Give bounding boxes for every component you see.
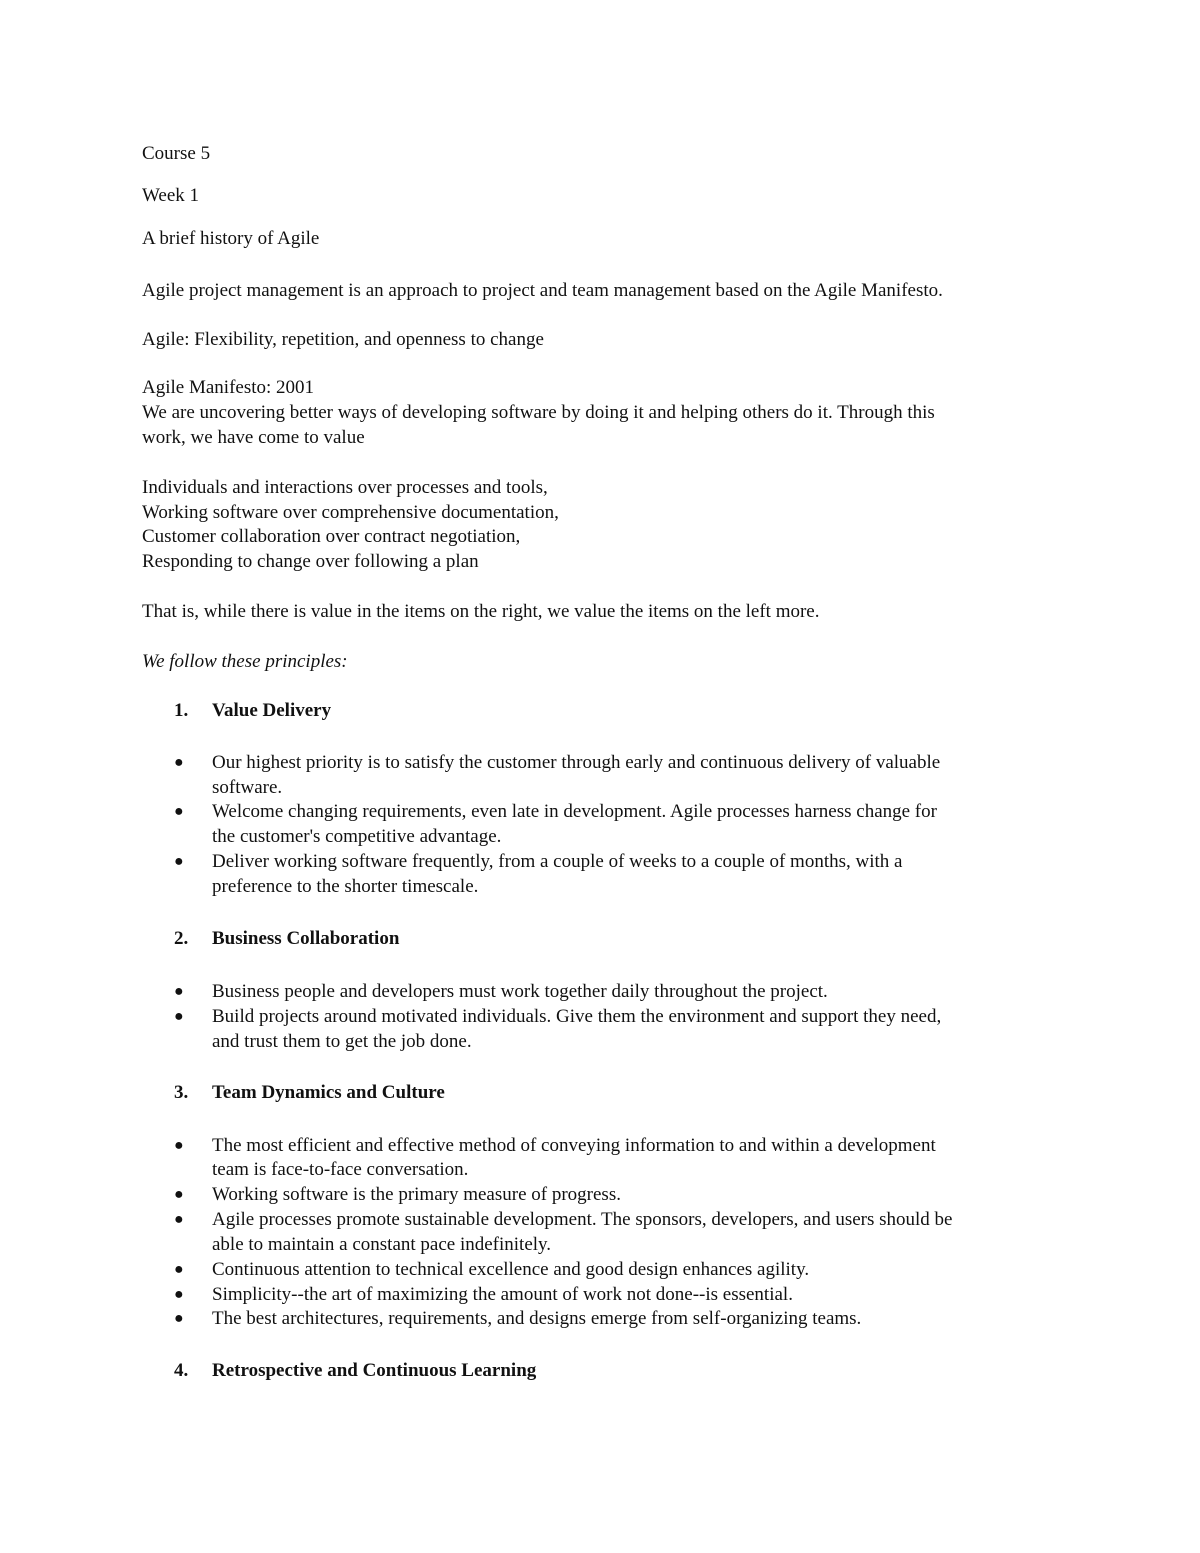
bullet-icon: ● bbox=[174, 1137, 184, 1154]
list-item: Deliver working software frequently, from a couple of weeks to a couple of months, with a bbox=[212, 851, 903, 872]
agile-summary: Agile: Flexibility, repetition, and openness to change bbox=[142, 329, 544, 350]
section-title-retrospective: Retrospective and Continuous Learning bbox=[212, 1360, 537, 1381]
course-label: Course 5 bbox=[142, 143, 211, 164]
section-title-business-collaboration: Business Collaboration bbox=[212, 928, 400, 949]
document-title: A brief history of Agile bbox=[142, 228, 320, 249]
list-item: Business people and developers must work together daily throughout the project. bbox=[212, 981, 828, 1002]
manifesto-value: Responding to change over following a plan bbox=[142, 551, 479, 572]
bullet-icon: ● bbox=[174, 754, 184, 771]
manifesto-line: We are uncovering better ways of developing software by doing it and helping others do it. Through this bbox=[142, 402, 935, 423]
section-title-value-delivery: Value Delivery bbox=[212, 700, 332, 721]
that-is-paragraph: That is, while there is value in the items on the right, we value the items on the left more. bbox=[142, 601, 820, 622]
bullet-icon: ● bbox=[174, 1211, 184, 1228]
list-item: Continuous attention to technical excellence and good design enhances agility. bbox=[212, 1259, 810, 1280]
section-number: 2. bbox=[174, 928, 189, 949]
list-item-continuation: able to maintain a constant pace indefinitely. bbox=[212, 1234, 552, 1255]
list-item: Agile processes promote sustainable development. The sponsors, developers, and users should be bbox=[212, 1209, 953, 1230]
bullet-icon: ● bbox=[174, 1186, 184, 1203]
week-label: Week 1 bbox=[142, 185, 200, 206]
bullet-icon: ● bbox=[174, 1261, 184, 1278]
definition-paragraph: Agile project management is an approach to project and team management based on the Agile Manifesto. bbox=[142, 280, 943, 301]
bullet-icon: ● bbox=[174, 803, 184, 820]
list-item-continuation: and trust them to get the job done. bbox=[212, 1031, 472, 1052]
list-item: Working software is the primary measure of progress. bbox=[212, 1184, 621, 1205]
list-item-continuation: team is face-to-face conversation. bbox=[212, 1159, 469, 1180]
bullet-icon: ● bbox=[174, 1008, 184, 1025]
bullet-icon: ● bbox=[174, 1286, 184, 1303]
list-item-continuation: the customer's competitive advantage. bbox=[212, 826, 502, 847]
bullet-icon: ● bbox=[174, 1310, 184, 1327]
list-item: Our highest priority is to satisfy the customer through early and continuous delivery of valuable bbox=[212, 752, 941, 773]
section-number: 3. bbox=[174, 1082, 189, 1103]
manifesto-value: Individuals and interactions over processes and tools, bbox=[142, 477, 548, 498]
manifesto-heading: Agile Manifesto: 2001 bbox=[142, 377, 315, 398]
manifesto-value: Customer collaboration over contract negotiation, bbox=[142, 526, 521, 547]
manifesto-value: Working software over comprehensive documentation, bbox=[142, 502, 559, 523]
manifesto-line: work, we have come to value bbox=[142, 427, 365, 448]
section-title-team-dynamics: Team Dynamics and Culture bbox=[212, 1082, 445, 1103]
list-item: Welcome changing requirements, even late in development. Agile processes harness change for bbox=[212, 801, 937, 822]
section-number: 4. bbox=[174, 1360, 189, 1381]
list-item-continuation: software. bbox=[212, 777, 283, 798]
list-item-continuation: preference to the shorter timescale. bbox=[212, 876, 479, 897]
bullet-icon: ● bbox=[174, 853, 184, 870]
principles-lead: We follow these principles: bbox=[142, 651, 348, 672]
list-item: Build projects around motivated individuals. Give them the environment and support they need, bbox=[212, 1006, 942, 1027]
section-number: 1. bbox=[174, 700, 189, 721]
list-item: The best architectures, requirements, and designs emerge from self-organizing teams. bbox=[212, 1308, 862, 1329]
list-item: The most efficient and effective method of conveying information to and within a development bbox=[212, 1135, 936, 1156]
bullet-icon: ● bbox=[174, 983, 184, 1000]
list-item: Simplicity--the art of maximizing the amount of work not done--is essential. bbox=[212, 1284, 793, 1305]
